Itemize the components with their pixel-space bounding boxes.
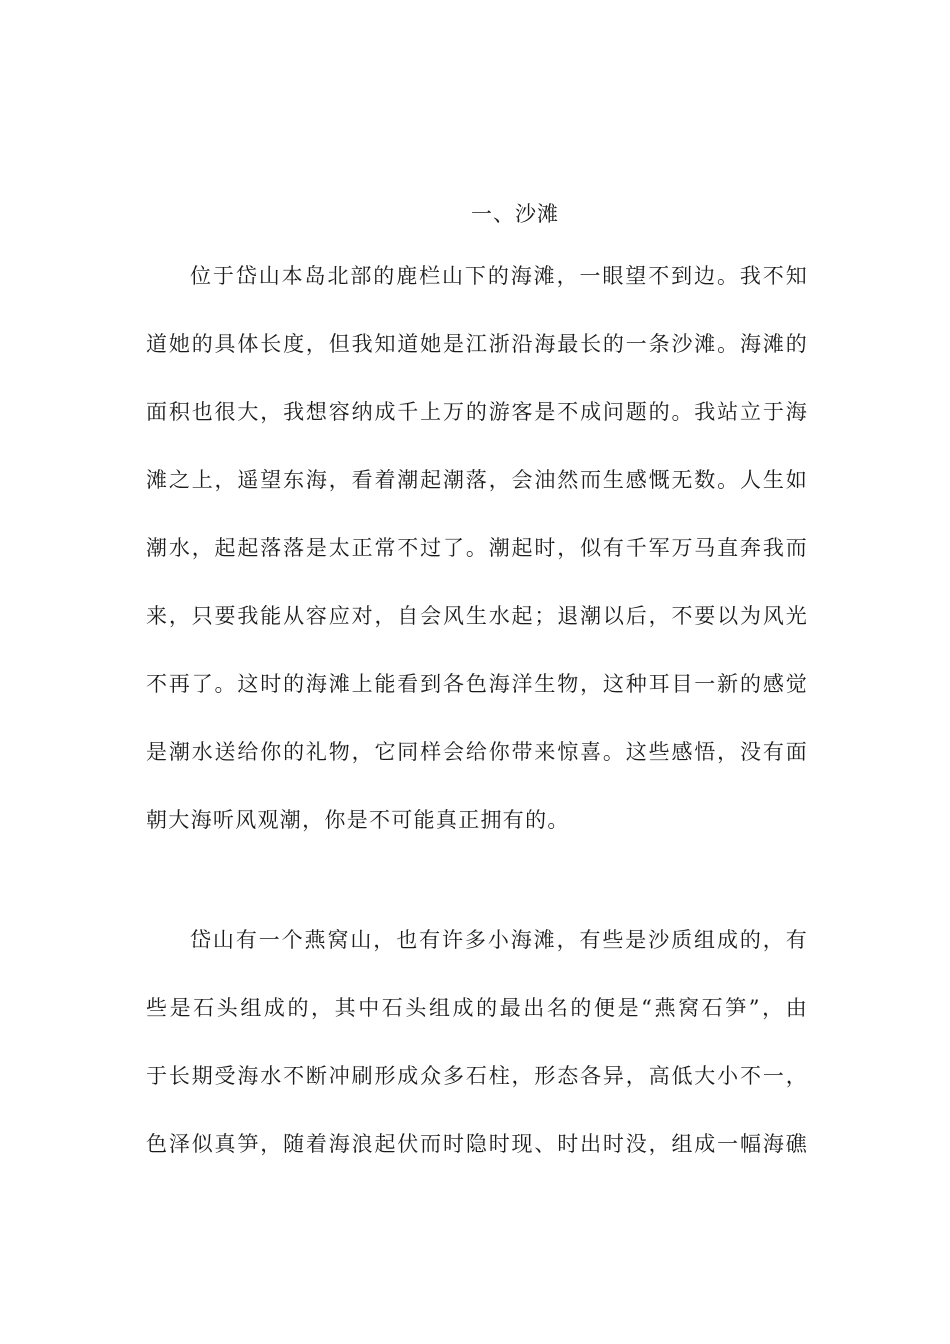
paragraph-2 xyxy=(146,922,808,1194)
paragraph-line: 些是石头组成的，其中石头组成的最出名的便是“燕窝石笋”，由 xyxy=(146,996,808,1020)
paragraph-1 xyxy=(146,258,808,870)
section-heading-text: 一、沙滩 xyxy=(471,202,559,226)
paragraph-line: 来，只要我能从容应对，自会风生水起；退潮以后，不要以为风光 xyxy=(146,604,808,628)
paragraph-line: 位于岱山本岛北部的鹿栏山下的海滩，一眼望不到边。我不知 xyxy=(190,264,808,288)
paragraph-line: 潮水，起起落落是太正常不过了。潮起时，似有千军万马直奔我而 xyxy=(146,536,808,560)
paragraph-line: 于长期受海水不断冲刷形成众多石柱，形态各异，高低大小不一， xyxy=(146,1064,808,1088)
paragraph-line: 道她的具体长度，但我知道她是江浙沿海最长的一条沙滩。海滩的 xyxy=(146,332,808,356)
paragraph-line: 面积也很大，我想容纳成千上万的游客是不成问题的。我站立于海 xyxy=(146,400,808,424)
paragraph-line: 岱山有一个燕窝山，也有许多小海滩，有些是沙质组成的，有 xyxy=(190,928,808,952)
paragraph-line: 色泽似真笋，随着海浪起伏而时隐时现、时出时没，组成一幅海礁 xyxy=(146,1132,808,1156)
paragraph-line: 滩之上，遥望东海，看着潮起潮落，会油然而生感慨无数。人生如 xyxy=(146,468,808,492)
paragraph-line: 不再了。这时的海滩上能看到各色海洋生物，这种耳目一新的感觉 xyxy=(146,672,808,696)
paragraph-line: 朝大海听风观潮，你是不可能真正拥有的。 xyxy=(146,808,570,832)
section-heading xyxy=(0,196,950,232)
paragraph-line: 是潮水送给你的礼物，它同样会给你带来惊喜。这些感悟，没有面 xyxy=(146,740,808,764)
